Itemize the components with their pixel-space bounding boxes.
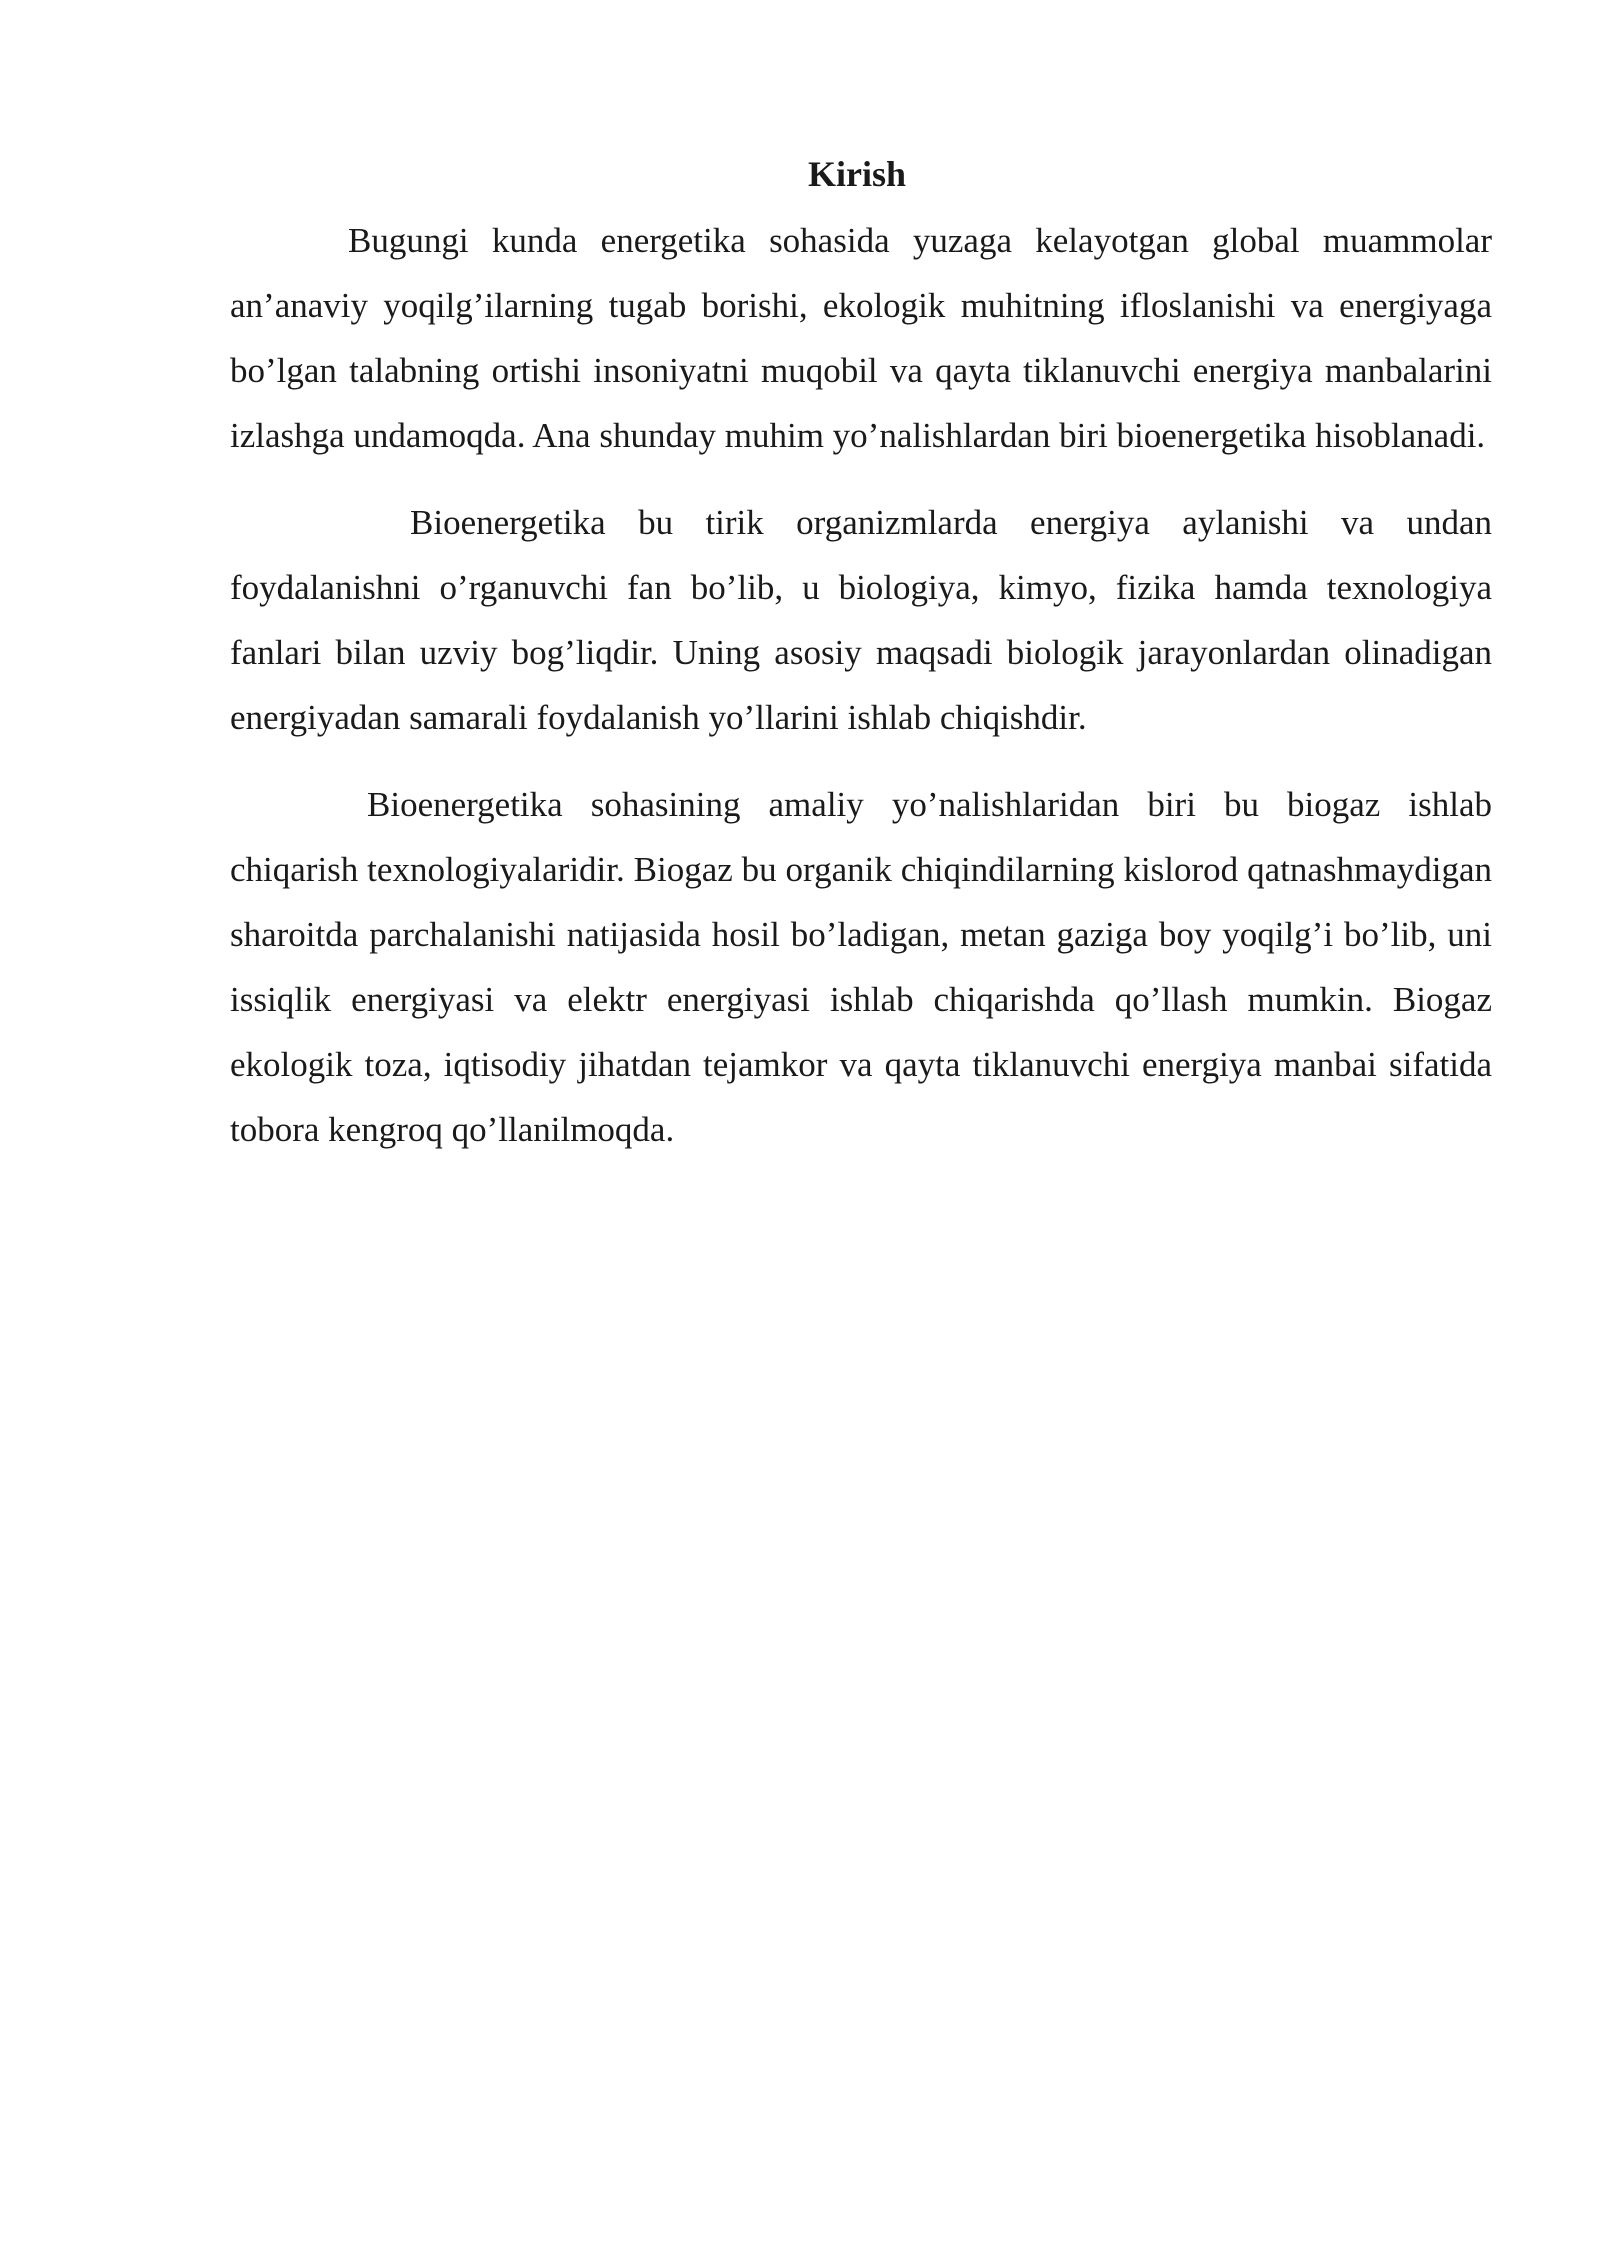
document-body: [230, 148, 1492, 1162]
paragraph-2: Bioenergetika bu tirik organizmlarda energiya aylanishi va undan foydalanishni o’rganuvchi fan bo’lib, u biologiya, kimyo, fizika hamda texnologiya fanlari bilan uzviy bog’liqdir. Uning asosiy maqsadi biologik jarayonlardan olinadigan energiyadan samarali foydalanish yo’llarini ishlab chiqishdir.: [230, 503, 1492, 737]
paragraph-3: Bioenergetika sohasining amaliy yo’nalishlaridan biri bu biogaz ishlab chiqarish texnologiyalaridir. Biogaz bu organik chiqindilarning kislorod qatnashmaydigan sharoitda parchalanishi natijasida hosil bo’ladigan, metan gaziga boy yoqilg’i bo’lib, uni issiqlik energiyasi va elektr energiyasi ishlab chiqarishda qo’llash mumkin. Biogaz ekologik toza, iqtisodiy jihatdan tejamkor va qayta tiklanuvchi energiya manbai sifatida tobora kengroq qo’llanilmoqda.: [230, 785, 1492, 1149]
paragraph-1: Bugungi kunda energetika sohasida yuzaga kelayotgan global muammolar an’anaviy yoqilg’ilarning tugab borishi, ekologik muhitning ifloslanishi va energiyaga bo’lgan talabning ortishi insoniyatni muqobil va qayta tiklanuvchi energiya manbalarini izlashga undamoqda. Ana shunday muhim yo’nalishlardan biri bioenergetika hisoblanadi.: [230, 221, 1492, 455]
page-title: Kirish: [807, 154, 906, 194]
